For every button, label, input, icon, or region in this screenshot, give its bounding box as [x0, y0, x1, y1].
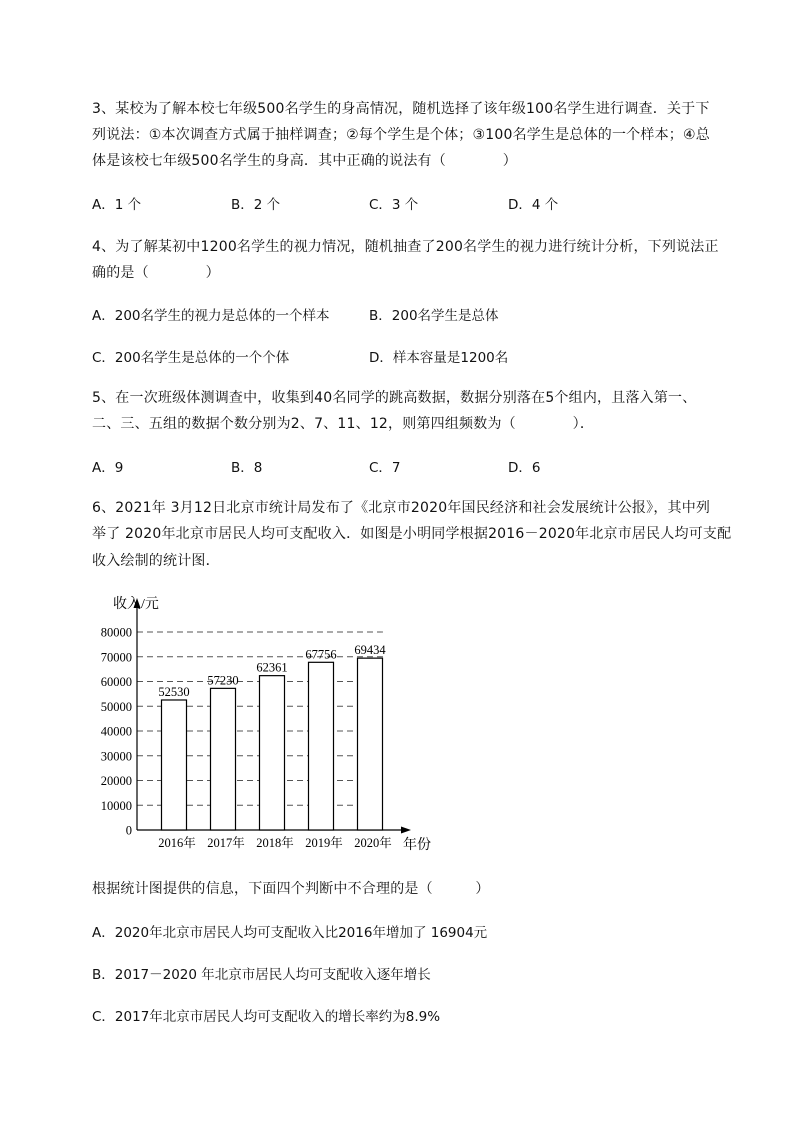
y-tick-labels	[101, 626, 132, 838]
q3-line-2: 列说法：①本次调查方式属于抽样调查；②每个学生是个体；③100名学生是总体的一个样本；④总	[92, 127, 710, 143]
bar	[309, 662, 334, 830]
x-tick-labels	[158, 835, 392, 850]
q4-option-b: B．200名学生是总体	[369, 308, 499, 324]
y-tick-label: 10000	[100, 798, 132, 813]
q5-line-2: 二、三、五组的数据个数分别为2、7、11、12，则第四组频数为（ ）．	[92, 416, 595, 432]
q5-option-a: A．9	[92, 460, 124, 476]
x-tick-label: 2020年	[354, 836, 392, 850]
q3-option-d: D．4 个	[508, 197, 559, 213]
q6-line-1: 6、2021年 3月12日北京市统计局发布了《北京市2020年国民经济和社会发展统计公报》，其中列	[92, 500, 711, 516]
q6-question: 根据统计图提供的信息，下面四个判断中不合理的是（ ）	[92, 881, 490, 897]
bar	[162, 700, 187, 830]
bar-value-label: 62361	[256, 660, 288, 675]
x-tick-label: 2017年	[207, 836, 245, 850]
q4-option-d: D．样本容量是1200名	[369, 350, 509, 366]
chart-bars	[158, 643, 386, 830]
q6-line-2: 举了 2020年北京市居民人均可支配收入．如图是小明同学根据2016－2020年北京市居民人均可支配	[92, 526, 732, 542]
q4-line-2: 确的是（ ）	[92, 265, 220, 281]
q3-line-3: 体是该校七年级500名学生的身高．其中正确的说法有（ ）	[92, 153, 517, 169]
q5-option-c: C．7	[369, 460, 401, 476]
q3-option-a: A．1 个	[92, 197, 142, 213]
q6-option-c: C．2017年北京市居民人均可支配收入的增长率约为8.9%	[92, 1009, 441, 1025]
x-tick-label: 2016年	[158, 836, 196, 850]
x-tick-label: 2019年	[305, 836, 343, 850]
bar	[211, 688, 236, 830]
y-tick-label: 40000	[100, 724, 132, 739]
bar	[358, 658, 383, 830]
q3-option-c: C．3 个	[369, 197, 419, 213]
q5-line-1: 5、在一次班级体测调查中，收集到40名同学的跳高数据，数据分别落在5个组内，且落入第一、	[92, 390, 697, 406]
bar-value-label: 57230	[207, 673, 239, 688]
y-tick-label: 20000	[100, 774, 132, 788]
q3-line-1: 3、某校为了解本校七年级500名学生的身高情况，随机选择了该年级100名学生进行调查．关于下	[92, 101, 710, 117]
q6-line-3: 收入绘制的统计图．	[92, 553, 220, 569]
q6-option-a: A．2020年北京市居民人均可支配收入比2016年增加了 16904元	[92, 925, 488, 941]
y-tick-label: 80000	[100, 625, 132, 640]
q4-line-1: 4、为了解某初中1200名学生的视力情况，随机抽查了200名学生的视力进行统计分析，下列说法正	[92, 239, 719, 255]
q3-option-b: B．2 个	[231, 197, 281, 213]
q5-option-d: D．6	[508, 460, 541, 476]
q5-option-b: B．8	[231, 460, 263, 476]
bar-value-label: 67756	[305, 647, 337, 662]
y-tick-label: 60000	[100, 675, 132, 689]
y-tick-label: 0	[125, 823, 132, 838]
x-tick-label: 2018年	[256, 836, 294, 850]
x-axis-arrow	[401, 827, 411, 834]
y-axis-title: 收入/元	[113, 597, 159, 612]
y-tick-label: 70000	[100, 650, 132, 665]
bar-value-label: 69434	[354, 643, 386, 658]
q4-option-c: C．200名学生是总体的一个个体	[92, 350, 290, 366]
x-axis-title: 年份	[403, 838, 431, 853]
y-tick-label: 30000	[100, 749, 132, 764]
y-tick-label: 50000	[100, 699, 132, 714]
q4-option-a: A．200名学生的视力是总体的一个样本	[92, 308, 330, 324]
bar	[260, 676, 285, 830]
q6-option-b: B．2017－2020 年北京市居民人均可支配收入逐年增长	[92, 967, 431, 983]
bar-value-label: 52530	[158, 684, 190, 699]
